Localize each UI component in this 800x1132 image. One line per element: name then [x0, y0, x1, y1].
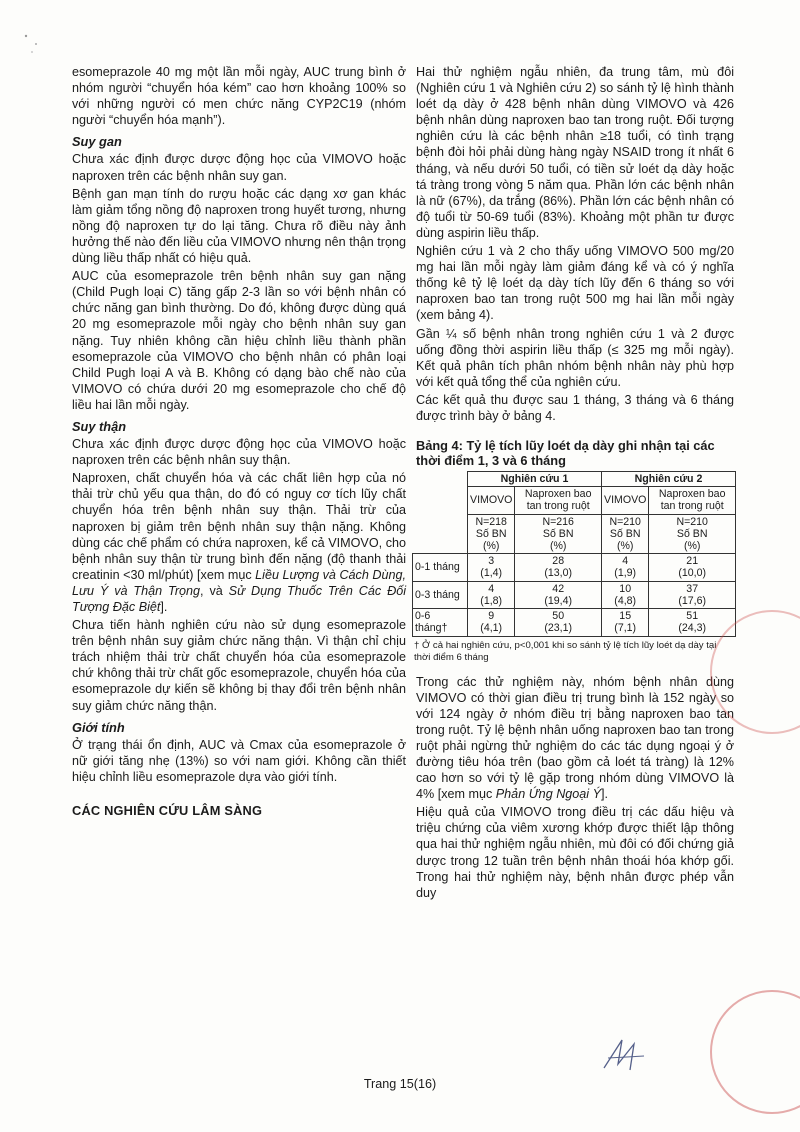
cell-pct: (23,1) [544, 622, 573, 635]
table-pct-label: (%) [616, 540, 634, 553]
table-n-value: N=210 [609, 515, 641, 528]
cell-count: 4 [488, 582, 495, 595]
paragraph-efficacy: Hiệu quả của VIMOVO trong điều trị các dấu hiệu và triệu chứng của viêm xương khớp được thiết lập thông qua hai thử nghiệm ngẫu nhiên, mù đôi có đối chứng giả dược trong 12 tuần trên bệnh nhân thoái hóa khớp gối. Trong hai thử nghiệm này, bệnh nhân được phép vẫn duy [416, 805, 734, 900]
paragraph-than-3: Chưa tiến hành nghiên cứu nào sử dụng esomeprazole trên bệnh nhân suy giảm chức năng thận. Vì thận chỉ chịu trách nhiệm thải trừ chất chuyển hóa của esomeprazole chứ không thải trừ chất gốc esomeprazole, chuyển hóa của esomeprazole dự kiến sẽ không bị thay đổi trên bệnh nhân suy giảm chức năng thận. [72, 618, 406, 713]
paragraph-discontinuation [416, 674, 734, 803]
table-header-row [413, 472, 736, 487]
paragraph-gioi-tinh: Ở trạng thái ổn định, AUC và Cmax của esomeprazole ở nữ giới tăng nhẹ (13%) so với nam giới. Không cần thiết hiệu chỉnh liều esomeprazole dựa vào giới tính. [72, 737, 406, 784]
cell-count: 15 [619, 610, 632, 623]
paragraph-discontinuation-text-b: ]. [601, 787, 608, 802]
cell-count: 50 [552, 610, 565, 623]
paragraph-discontinuation-text-a: Trong các thử nghiệm này, nhóm bệnh nhân dùng VIMOVO có thời gian điều trị trung bình là 152 ngày so với 124 ngày ở nhóm điều trị bằng naproxen bao tan trong ruột. Tỷ lệ bệnh nhân uống naproxen bao tan trong ruột phải ngừng thử nghiệm do các tác dụng ngoại ý ở đường tiêu hóa trên (bao gồm cả loét tá tràng) là 12% cao hơn so với tỷ lệ gặp trong nhóm dùng VIMOVO là 4% [xem mục [416, 674, 734, 802]
table-unit-label: Số BN [475, 527, 507, 540]
heading-gioi-tinh: Giới tính [72, 719, 125, 735]
cell-pct: (24,3) [678, 622, 707, 635]
paragraph-than-2-text-c: ]. [160, 600, 168, 614]
paragraph-gan-3: AUC của esomeprazole trên bệnh nhân suy gan nặng (Child Pugh loại C) tăng gấp 2-3 lần so với bệnh nhân có chức năng gan bình thường. Do đó, không được dùng quá 20 mg esomeprazole mỗi ngày cho bệnh nhân suy gan nặng. Tuy nhiên không cần hiệu chỉnh liều thành phần esomeprazole của VIMOVO cho bệnh nhân có phân loại Child Pugh loại A và B. Không có dạng bào chế nào của VIMOVO có chứa dưới 20 mg esomeprazole cho chế độ liều hai lần mỗi ngày. [72, 269, 406, 412]
paragraph-aspirin: Gần ¼ số bệnh nhân trong nghiên cứu 1 và 2 được uống đồng thời aspirin liều thấp (≤ 325 mg mỗi ngày). Kết quả phân tích phân nhóm bệnh nhân này phù hợp với kết quả tổng thể của nghiên cứu. [416, 326, 734, 389]
right-column [416, 64, 734, 903]
paragraph-gan-1: Chưa xác định được dược động học của VIMOVO hoặc naproxen trên các bệnh nhân suy gan. [72, 152, 406, 183]
paragraph-trials: Hai thử nghiệm ngẫu nhiên, đa trung tâm, mù đôi (Nghiên cứu 1 và Nghiên cứu 2) so sánh tỷ lệ hình thành loét dạ dày ở 428 bệnh nhân dùng VIMOVO và 426 bệnh nhân dùng naproxen bao tan trong ruột. Đối tượng nghiên cứu là các bệnh nhân ≥18 tuổi, có tình trạng bệnh đòi hỏi phải dùng hàng ngày NSAID trong ít nhất 6 tháng, và nếu dưới 50 tuổi, có tiền sử loét dạ dày hoặc tá tràng trong vòng 5 năm qua. Phần lớn các bệnh nhân là nữ (67%), da trắng (86%). Phần lớn các bệnh nhân có độ tuổi từ 50-69 tuổi (83%). Khoảng một phần tư được dùng aspirin liều thấp. [416, 65, 734, 240]
table-pct-label: (%) [482, 540, 500, 553]
table-pct-label: (%) [549, 540, 567, 553]
table-n-value: N=216 [542, 515, 574, 528]
table-col-header: VIMOVO [602, 487, 649, 514]
paragraph-gan-2: Bệnh gan mạn tính do rượu hoặc các dạng xơ gan khác làm giảm tổng nồng độ naproxen trong huyết tương, nhưng nồng độ naproxen tự do lại tăng. Chưa rõ điều này ảnh hưởng thế nào đến liều của VIMOVO nhưng nên thận trọng dùng liều thấp nhất có hiệu quả. [72, 186, 406, 266]
table-cell [468, 609, 515, 636]
cross-reference-link: Phản Ứng Ngoại Ý [495, 787, 601, 802]
cell-pct: (7,1) [614, 622, 637, 635]
cell-count: 10 [619, 582, 632, 595]
table-cell [649, 554, 736, 581]
table-unit-label: Số BN [542, 527, 574, 540]
cell-pct: (19,4) [544, 594, 573, 607]
cell-count: 28 [552, 555, 565, 568]
cell-pct: (4,1) [480, 622, 503, 635]
table-cell [468, 554, 515, 581]
cell-pct: (13,0) [544, 567, 573, 580]
left-column [72, 64, 406, 827]
table-cell [515, 609, 602, 636]
cell-pct: (1,4) [480, 567, 503, 580]
table-row-label: 0-1 tháng [413, 554, 468, 581]
table-cell [602, 581, 649, 608]
cell-pct: (1,9) [614, 567, 637, 580]
table-unit-label: Số BN [609, 527, 641, 540]
table-cell [649, 609, 736, 636]
table-cell [649, 581, 736, 608]
heading-suy-gan: Suy gan [72, 134, 122, 150]
table-group-header: Nghiên cứu 2 [602, 472, 736, 487]
table-unit-label: Số BN [676, 527, 708, 540]
cross-reference-link: Liều Lượng và Cách Dùng, Lưu Ý và Thận Trọng [72, 567, 406, 598]
cell-pct: (1,8) [480, 594, 503, 607]
cell-count: 3 [488, 555, 495, 568]
table-corner [413, 472, 468, 554]
paragraph-than-2-text-a: Naproxen, chất chuyển hóa và các chất liên hợp của nó thải trừ chủ yếu qua thận, do đó có nguy cơ tích lũy chất chuyển hóa trên bệnh nhân suy thận. Thải trừ của naproxen bị giảm trên bệnh nhân suy thận nặng. Không dùng các chế phẩm có chứa naproxen, kể cả VIMOVO, cho bệnh nhân suy thận từ trung bình đến nặng (độ thanh thải creatinin <30 ml/phút) [xem mục [72, 471, 406, 582]
table-title: Bảng 4: Tỷ lệ tích lũy loét dạ dày ghi nhận tại các thời điểm 1, 3 và 6 tháng [416, 438, 715, 469]
cell-count: 4 [622, 555, 629, 568]
table-pct-label: (%) [683, 540, 701, 553]
cross-reference-link: Sử Dụng Thuốc Trên Các Đối Tượng Đặc Biệt [72, 583, 406, 614]
cell-count: 21 [686, 555, 699, 568]
paragraph-table-intro: Các kết quả thu được sau 1 tháng, 3 tháng và 6 tháng được trình bày ở bảng 4. [416, 392, 734, 423]
paragraph-than-2 [72, 470, 406, 615]
paragraph-than-2-text-b: , và [200, 583, 229, 598]
cell-pct: (4,8) [614, 594, 637, 607]
paragraph-intro: esomeprazole 40 mg một lần mỗi ngày, AUC trung bình ở nhóm người “chuyển hóa kém” cao hơn khoảng 100% so với những người có men chức năng CYP2C19 (nhóm người “chuyển hóa mạnh”). [72, 65, 406, 128]
table-col-header: Naproxen bao tan trong ruột [649, 487, 736, 514]
table-col-header: VIMOVO [468, 487, 515, 514]
table-col-header: Naproxen bao tan trong ruột [515, 487, 602, 514]
table-row-label: 0-3 tháng [413, 581, 468, 608]
table-cell [602, 609, 649, 636]
cell-count: 37 [686, 582, 699, 595]
signature [600, 1034, 650, 1074]
table-row-label: 0-6 tháng† [413, 609, 468, 636]
table-row [413, 581, 736, 608]
table-cell [515, 554, 602, 581]
table-n-cell [649, 514, 736, 554]
table-group-header: Nghiên cứu 1 [468, 472, 602, 487]
cell-pct: (17,6) [678, 594, 707, 607]
paragraph-results: Nghiên cứu 1 và 2 cho thấy uống VIMOVO 500 mg/20 mg hai lần mỗi ngày làm giảm đáng kể và có ý nghĩa thống kê tỷ lệ loét dạ dày tích lũy đến 6 tháng so với naproxen bao tan trong ruột 500 mg hai lần mỗi ngày (xem bảng 4). [416, 244, 734, 323]
cell-count: 51 [686, 610, 699, 623]
table-n-cell [515, 514, 602, 554]
table-row [413, 609, 736, 636]
table-cell [602, 554, 649, 581]
table-n-value: N=218 [475, 515, 507, 528]
scan-speckle [22, 30, 52, 65]
table-row [413, 554, 736, 581]
table-cell [515, 581, 602, 608]
cell-count: 9 [488, 610, 495, 623]
page-number: Trang 15(16) [363, 1077, 437, 1091]
cell-count: 42 [552, 582, 565, 595]
table-n-cell [602, 514, 649, 554]
heading-clinical-studies: CÁC NGHIÊN CỨU LÂM SÀNG [72, 803, 263, 819]
table-cell [468, 581, 515, 608]
ulcer-rate-table [412, 471, 736, 636]
table-footnote: † Ở cả hai nghiên cứu, p<0,001 khi so sánh tỷ lệ tích lũy loét dạ dày tại thời điểm 6 tháng [414, 639, 717, 663]
stamp-seal [710, 990, 800, 1114]
table-n-value: N=210 [676, 515, 708, 528]
paragraph-than-1: Chưa xác định được dược động học của VIMOVO hoặc naproxen trên các bệnh nhân suy thận. [72, 437, 406, 468]
cell-pct: (10,0) [678, 567, 707, 580]
table-n-cell [468, 514, 515, 554]
heading-suy-than: Suy thận [72, 418, 127, 434]
